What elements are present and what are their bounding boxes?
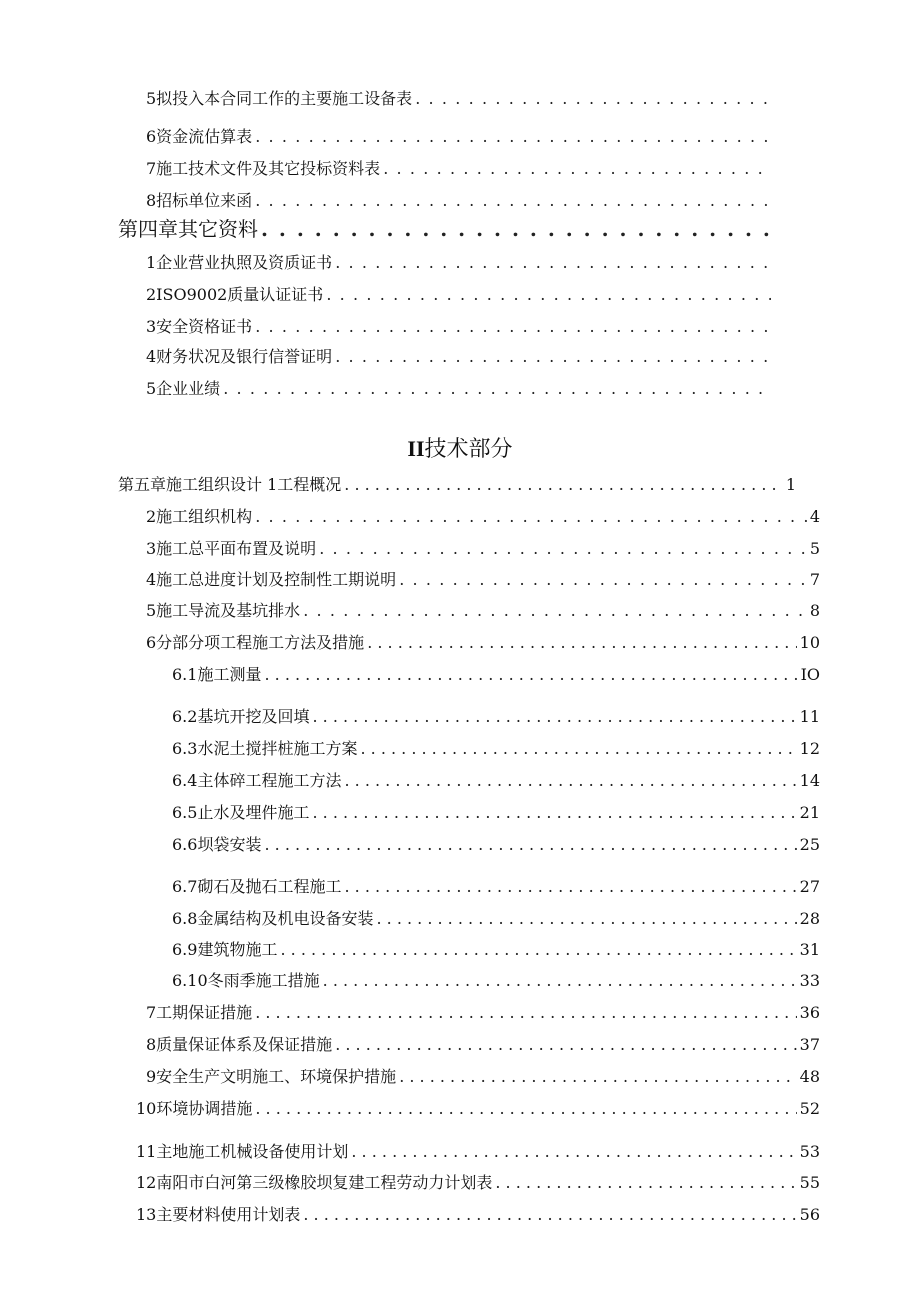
- toc-subentry[interactable]: [172, 738, 820, 760]
- dot-leader: [495, 1172, 796, 1194]
- toc-entry-title: 8质量保证体系及保证措施: [146, 1035, 333, 1054]
- toc-subentry-title: 基坑开挖及回填: [197, 707, 310, 726]
- dot-leader: [383, 158, 771, 180]
- toc-entry[interactable]: [146, 600, 820, 622]
- toc-subentry-number: 6.1: [172, 665, 198, 684]
- toc-entry[interactable]: [146, 88, 774, 110]
- toc-subentry-number: 6.10: [172, 971, 208, 990]
- toc-entry-page: 10: [799, 633, 820, 652]
- toc-entry[interactable]: [146, 346, 774, 368]
- toc-entry-page: 36: [799, 1003, 820, 1022]
- toc-entry[interactable]: [146, 190, 774, 212]
- toc-subentry-title: 金属结构及机电设备安装: [197, 909, 374, 928]
- toc-subentry-page: 14: [799, 771, 820, 790]
- toc-entry-title: 9安全生产文明施工、环境保护措施: [146, 1067, 397, 1086]
- toc-chapter[interactable]: [118, 216, 774, 242]
- toc-entry-title: 6分部分项工程施工方法及措施: [146, 633, 365, 652]
- dot-leader: [344, 770, 796, 792]
- toc-subentry-page: 27: [799, 877, 820, 896]
- dot-leader: [264, 664, 797, 686]
- toc-entry[interactable]: [146, 158, 774, 180]
- dot-leader: [319, 538, 807, 560]
- toc-entry-title: 7工期保证措施: [146, 1003, 253, 1022]
- toc-subentry-title: 建筑物施工: [197, 940, 278, 959]
- toc-entry[interactable]: [146, 569, 820, 591]
- dot-leader: [335, 252, 771, 274]
- toc-subentry-number: 6.5: [172, 803, 198, 822]
- dot-leader: [255, 1098, 796, 1120]
- toc-entry-page: 8: [809, 601, 820, 620]
- dot-leader: [415, 88, 771, 110]
- toc-subentry-title: 施工测量: [197, 665, 262, 684]
- toc-entry-title: 6资金流估算表: [146, 127, 253, 146]
- toc-subentry-title: 砌石及抛石工程施工: [197, 877, 342, 896]
- toc-entry-title: 10环境协调措施: [136, 1099, 253, 1118]
- toc-entry-title: 2ISO9002质量认证证书: [146, 285, 324, 304]
- dot-leader: [351, 1141, 796, 1163]
- toc-subentry-page: 12: [799, 739, 820, 758]
- toc-entry-title: 13主要材料使用计划表: [136, 1205, 301, 1224]
- toc-entry-title: 3施工总平面布置及说明: [146, 539, 317, 558]
- toc-entry-title: 5企业业绩: [146, 379, 221, 398]
- part-heading: [0, 434, 920, 465]
- toc-subentry[interactable]: [172, 834, 820, 856]
- toc-subentry[interactable]: [172, 876, 820, 898]
- toc-chapter-title: 第四章其它资料: [118, 217, 258, 241]
- toc-entry[interactable]: [146, 284, 774, 306]
- dot-leader: [264, 834, 796, 856]
- dot-leader: [255, 1002, 796, 1024]
- toc-subentry[interactable]: [172, 706, 820, 728]
- toc-entry-title: 5施工导流及基坑排水: [146, 601, 301, 620]
- toc-subentry-number: 6.9: [172, 940, 198, 959]
- toc-entry-page: 48: [799, 1067, 820, 1086]
- toc-subentry[interactable]: [172, 970, 820, 992]
- toc-entry-page: 55: [799, 1173, 820, 1192]
- toc-entry[interactable]: [146, 378, 774, 400]
- toc-entry-page: 5: [809, 539, 820, 558]
- dot-leader: [255, 506, 807, 528]
- toc-subentry-page: IO: [800, 665, 820, 684]
- toc-subentry[interactable]: [172, 939, 820, 961]
- toc-entry[interactable]: [146, 506, 820, 528]
- dot-leader: [344, 876, 796, 898]
- toc-entry-page: 37: [799, 1035, 820, 1054]
- toc-entry-title: 8招标单位来函: [146, 191, 253, 210]
- toc-entry-page: 53: [799, 1142, 820, 1161]
- toc-entry-title: 1企业营业执照及资质证书: [146, 253, 333, 272]
- toc-subentry-title: 止水及埋件施工: [197, 803, 310, 822]
- toc-subentry[interactable]: [172, 908, 820, 930]
- toc-subentry-number: 6.8: [172, 909, 198, 928]
- toc-entry[interactable]: [146, 632, 820, 654]
- toc-subentry-page: 25: [799, 835, 820, 854]
- toc-entry-page: 52: [799, 1099, 820, 1118]
- dot-leader: [223, 378, 771, 400]
- dot-leader: [323, 970, 797, 992]
- toc-entry[interactable]: [136, 1141, 820, 1163]
- toc-subentry-number: 6.3: [172, 739, 198, 758]
- part-title: 技术部分: [424, 437, 513, 462]
- toc-entry[interactable]: [136, 1204, 820, 1226]
- toc-subentry-number: 6.2: [172, 707, 198, 726]
- toc-subentry-page: 33: [799, 971, 820, 990]
- toc-subentry-page: 28: [799, 909, 820, 928]
- toc-subentry-title: 冬雨季施工措施: [207, 971, 320, 990]
- dot-leader: [255, 190, 771, 212]
- toc-entry-title: 12南阳市白河第三级橡胶坝复建工程劳动力计划表: [136, 1173, 493, 1192]
- toc-entry-page: 56: [799, 1205, 820, 1224]
- toc-entry[interactable]: [146, 252, 774, 274]
- dot-leader: [255, 126, 771, 148]
- toc-entry[interactable]: [146, 316, 774, 338]
- toc-subentry-number: 6.4: [172, 771, 198, 790]
- dot-leader: [261, 216, 771, 242]
- dot-leader: [360, 738, 796, 760]
- toc-subentry-number: 6.7: [172, 877, 198, 896]
- dot-leader: [399, 569, 807, 591]
- dot-leader: [312, 706, 796, 728]
- dot-leader: [344, 474, 783, 496]
- toc-entry-title: 2施工组织机构: [146, 507, 253, 526]
- dot-leader: [367, 632, 796, 654]
- dot-leader: [303, 1204, 796, 1226]
- toc-chapter-page: 1: [785, 475, 796, 494]
- dot-leader: [255, 316, 771, 338]
- dot-leader: [335, 346, 771, 368]
- toc-subentry-title: 水泥土搅拌桩施工方案: [197, 739, 358, 758]
- dot-leader: [303, 600, 807, 622]
- toc-subentry-page: 11: [799, 707, 820, 726]
- part-roman-numeral: II: [407, 436, 425, 461]
- dot-leader: [312, 802, 796, 824]
- toc-subentry[interactable]: [172, 770, 820, 792]
- toc-entry[interactable]: [146, 538, 820, 560]
- toc-entry-title: 4财务状况及银行信誉证明: [146, 347, 333, 366]
- toc-entry-title: 7施工技术文件及其它投标资料表: [146, 159, 381, 178]
- toc-entry[interactable]: [136, 1098, 820, 1120]
- dot-leader: [280, 939, 796, 961]
- toc-subentry-title: 坝袋安装: [197, 835, 262, 854]
- toc-subentry[interactable]: [172, 802, 820, 824]
- dot-leader: [326, 284, 771, 306]
- toc-entry-title: 3安全资格证书: [146, 317, 253, 336]
- toc-entry[interactable]: [136, 1172, 820, 1194]
- toc-chapter-title: 第五章施工组织设计 1工程概况: [118, 475, 342, 494]
- toc-chapter[interactable]: [118, 474, 796, 496]
- toc-entry-title: 5拟投入本合同工作的主要施工设备表: [146, 89, 413, 108]
- toc-entry-page: 7: [809, 570, 820, 589]
- toc-entry[interactable]: [146, 1034, 820, 1056]
- toc-subentry[interactable]: [172, 664, 820, 686]
- toc-entry-title: 11主地施工机械设备使用计划: [136, 1142, 349, 1161]
- toc-subentry-page: 31: [799, 940, 820, 959]
- toc-entry[interactable]: [146, 1002, 820, 1024]
- toc-subentry-page: 21: [799, 803, 820, 822]
- dot-leader: [335, 1034, 796, 1056]
- toc-subentry-title: 主体碎工程施工方法: [197, 771, 342, 790]
- dot-leader: [376, 908, 796, 930]
- toc-entry[interactable]: [146, 126, 774, 148]
- dot-leader: [399, 1066, 796, 1088]
- toc-entry-page: 4: [809, 507, 820, 526]
- toc-entry-title: 4施工总进度计划及控制性工期说明: [146, 570, 397, 589]
- toc-entry[interactable]: [146, 1066, 820, 1088]
- toc-subentry-number: 6.6: [172, 835, 198, 854]
